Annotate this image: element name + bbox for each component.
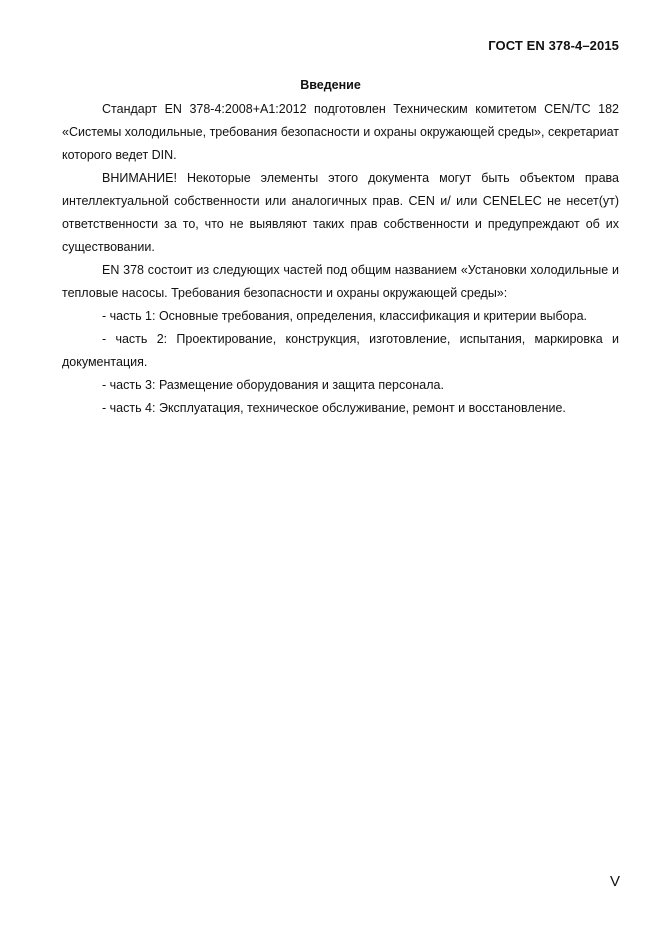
document-body: [62, 98, 619, 420]
paragraph-parts-intro: EN 378 состоит из следующих частей под общим названием «Установки холодильные и тепловые насосы. Требования безопасности и охраны окружающей среды»:: [62, 263, 619, 300]
list-item-part-3: - часть 3: Размещение оборудования и защита персонала.: [102, 378, 444, 392]
standard-code: ГОСТ EN 378-4–2015: [488, 38, 619, 53]
page-number: V: [609, 873, 620, 890]
list-item-part-2: - часть 2: Проектирование, конструкция, изготовление, испытания, маркировка и документация.: [62, 332, 619, 369]
paragraph-preparation: Стандарт EN 378-4:2008+A1:2012 подготовлен Техническим комитетом CEN/TC 182 «Системы холодильные, требования безопасности и охраны окружающей среды», секретариат которого ведет DIN.: [62, 102, 619, 162]
list-item-part-4: - часть 4: Эксплуатация, техническое обслуживание, ремонт и восстановление.: [102, 401, 566, 415]
section-title: Введение: [300, 78, 361, 92]
paragraph-attention: ВНИМАНИЕ! Некоторые элементы этого документа могут быть объектом права интеллектуальной собственности или аналогичных прав. CEN и/ или CENELEC не несет(ут) ответственности за то, что не выявляют таких прав собственности и предупреждают об их существовании.: [62, 171, 619, 254]
list-item-part-1: - часть 1: Основные требования, определения, классификация и критерии выбора.: [102, 309, 587, 323]
